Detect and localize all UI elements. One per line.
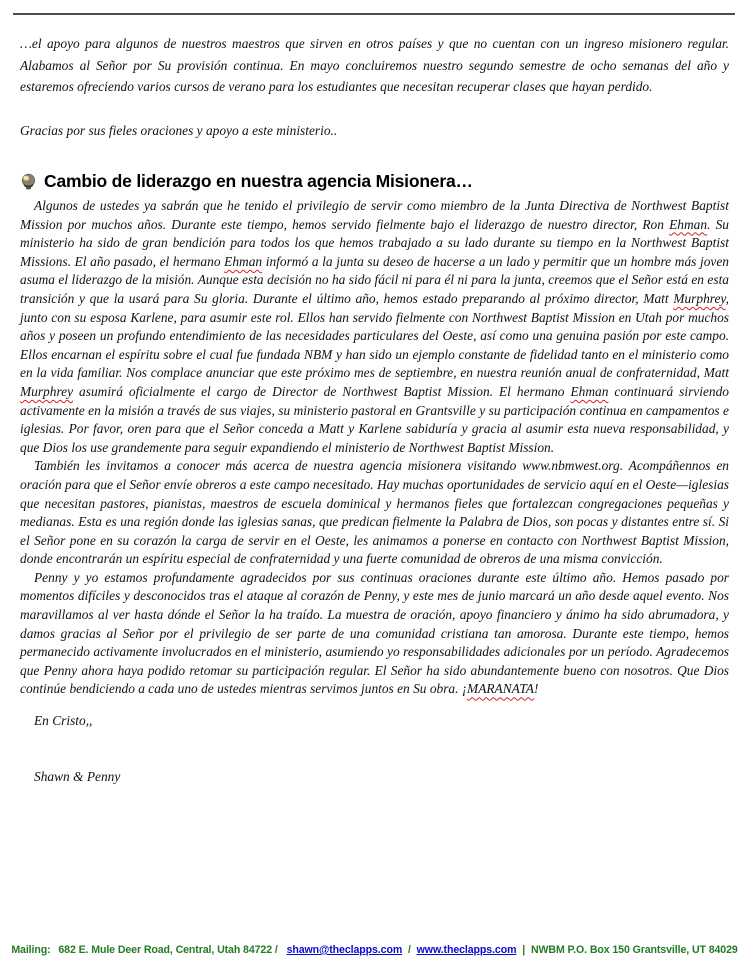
closing-salutation: En Cristo,, xyxy=(34,713,93,729)
misspelled-word: Murphrey xyxy=(20,383,74,399)
newsletter-body xyxy=(20,33,729,786)
text-run: Penny y yo estamos profundamente agradecidos por sus continuas oraciones durante este último año. Hemos pasado por momentos difíciles y desconocidos tras el ataque al corazón de Penny, y este mes de junio marcará un año desde aquel evento. Nos maravillamos al ver hasta dónde el Señor la ha traído. La muestra de oración, apoyo financiero y ánimo ha sido abrumadora, y damos gracias al Señor por el privilegio de ser parte de una comunidad cristiana tan amorosa. Durante este tiempo, hemos permanecido activamente involucrados en el ministerio, asumiendo yo responsabilidades adicionales por un período. Agradecemos que Penny ahora haya podido retomar su participación regular. El Señor ha sido abundantemente bueno con nosotros. Que Dios continúe bendiciendo a cada uno de ustedes mientras servimos juntos en Su obra. ¡ xyxy=(20,569,729,697)
personal-update-paragraph xyxy=(20,569,729,699)
signature-line: Shawn & Penny xyxy=(34,768,121,784)
text-run: Algunos de ustedes ya sabrán que he tenido el privilegio de servir como miembro de la Junta Directiva de Northwest Baptist Mission por muchos años. Durante este tiempo, hemos servido fielmente bajo el liderazgo de nuestro director, Ron xyxy=(20,198,729,232)
section-heading-title: Cambio de liderazgo en nuestra agencia Misionera… xyxy=(44,171,473,191)
footer-separator-slash: / xyxy=(407,944,411,956)
text-run: informó a la junta su deseo de hacerse a un lado y permitir que un hombre más joven asuma el liderazgo de la misión. Aunque esta decisión no ha sido fácil ni para él ni para la junta, creemos que el Señor está en esta transición y que la usará para Su gloria. Durante el último año, hemos estado preparando al próximo director, Matt xyxy=(20,253,730,306)
text-run: asumirá oficialmente el cargo de Director de Northwest Baptist Mission. El hermano xyxy=(73,383,571,399)
leadership-change-paragraph xyxy=(20,197,729,457)
email-link[interactable]: shawn@theclapps.com xyxy=(286,944,403,956)
top-divider-rule xyxy=(13,13,735,15)
mailing-footer xyxy=(0,944,749,956)
text-run: ! xyxy=(534,681,539,697)
text-run: . Su ministerio ha sido de gran bendición para todos los que hemos trabajado a su lado durante su tiempo en la Northwest Baptist Missions. El año pasado, el hermano xyxy=(20,216,729,269)
misspelled-word: Ehman xyxy=(224,253,263,269)
misspelled-word: Murphrey xyxy=(673,290,726,306)
invitation-paragraph: También les invitamos a conocer más acerca de nuestra agencia misionera visitando www.nbmwest.org. Acompáñennos en oración para que el Señor envíe obreros a este campo necesitado. Hay muchas oportunidades de servicio aquí en el Oeste—iglesias que necesitan pastores, pianistas, maestros de escuela dominical y hermanos fieles que fortalezcan congregaciones pequeñas y medianas. Esta es una región donde las iglesias sanas, que predican fielmente la Palabra de Dios, son pocas y distantes entre sí. Si el Señor pone en su corazón la carga de servir en el Oeste, les animamos a ponerse en contacto con Northwest Baptist Mission, donde encontrarán un espíritu especial de confraternidad y una fuerte comunidad de obreros de una misma convicción. xyxy=(20,458,729,567)
lightbulb-icon xyxy=(20,173,37,190)
intro-thanks-paragraph: Gracias por sus fieles oraciones y apoyo a este ministerio.. xyxy=(20,122,338,138)
mailing-address-main: 682 E. Mule Deer Road, Central, Utah 84722 / xyxy=(58,944,278,956)
misspelled-word: MARANATA xyxy=(467,681,534,697)
footer-separator-pipe: | xyxy=(522,944,526,956)
mailing-label: Mailing: xyxy=(11,944,51,956)
website-link[interactable]: www.theclapps.com xyxy=(416,944,517,956)
section-heading-row xyxy=(20,171,729,192)
misspelled-word: Ehman xyxy=(669,216,708,232)
text-run: , junto con su esposa Karlene, para asumir este rol. Ellos han servido fielmente con Northwest Baptist Mission en Utah por muchos años y poseen un profundo entendimiento de las necesidades particulares del Oeste, así como una genuina pasión por este campo. Ellos encarnan el espíritu sobre el cual fue fundada NBM y han sido un ejemplo constante de fidelidad tanto en el ministerio como en la vida familiar. Nos complace anunciar que este próximo mes de septiembre, en nuestra reunión anual de confraternidad, Matt xyxy=(20,290,729,381)
intro-support-paragraph: …el apoyo para algunos de nuestros maestros que sirven en otros países y que no cuentan con un ingreso misionero regular. Alabamos al Señor por Su provisión continua. En mayo concluiremos nuestro segundo semestre de ocho semanas del año y estaremos ofreciendo varios cursos de verano para los estudiantes que necesitan recuperar clases que hayan perdido. xyxy=(20,36,729,94)
text-run: continuará sirviendo activamente en la misión a través de sus viajes, su ministerio pastoral en Grantsville y su participación continua en campamentos e iglesias. Por favor, oren para que el Señor conceda a Matt y Karlene sabiduría y gracia al asumir esta nueva responsabilidad, y que Dios los use grandemente para seguir expandiendo el ministerio de Northwest Baptist Mission. xyxy=(20,383,729,455)
misspelled-word: Ehman xyxy=(570,383,609,399)
mailing-address-po: NWBM P.O. Box 150 Grantsville, UT 84029 xyxy=(530,944,738,956)
